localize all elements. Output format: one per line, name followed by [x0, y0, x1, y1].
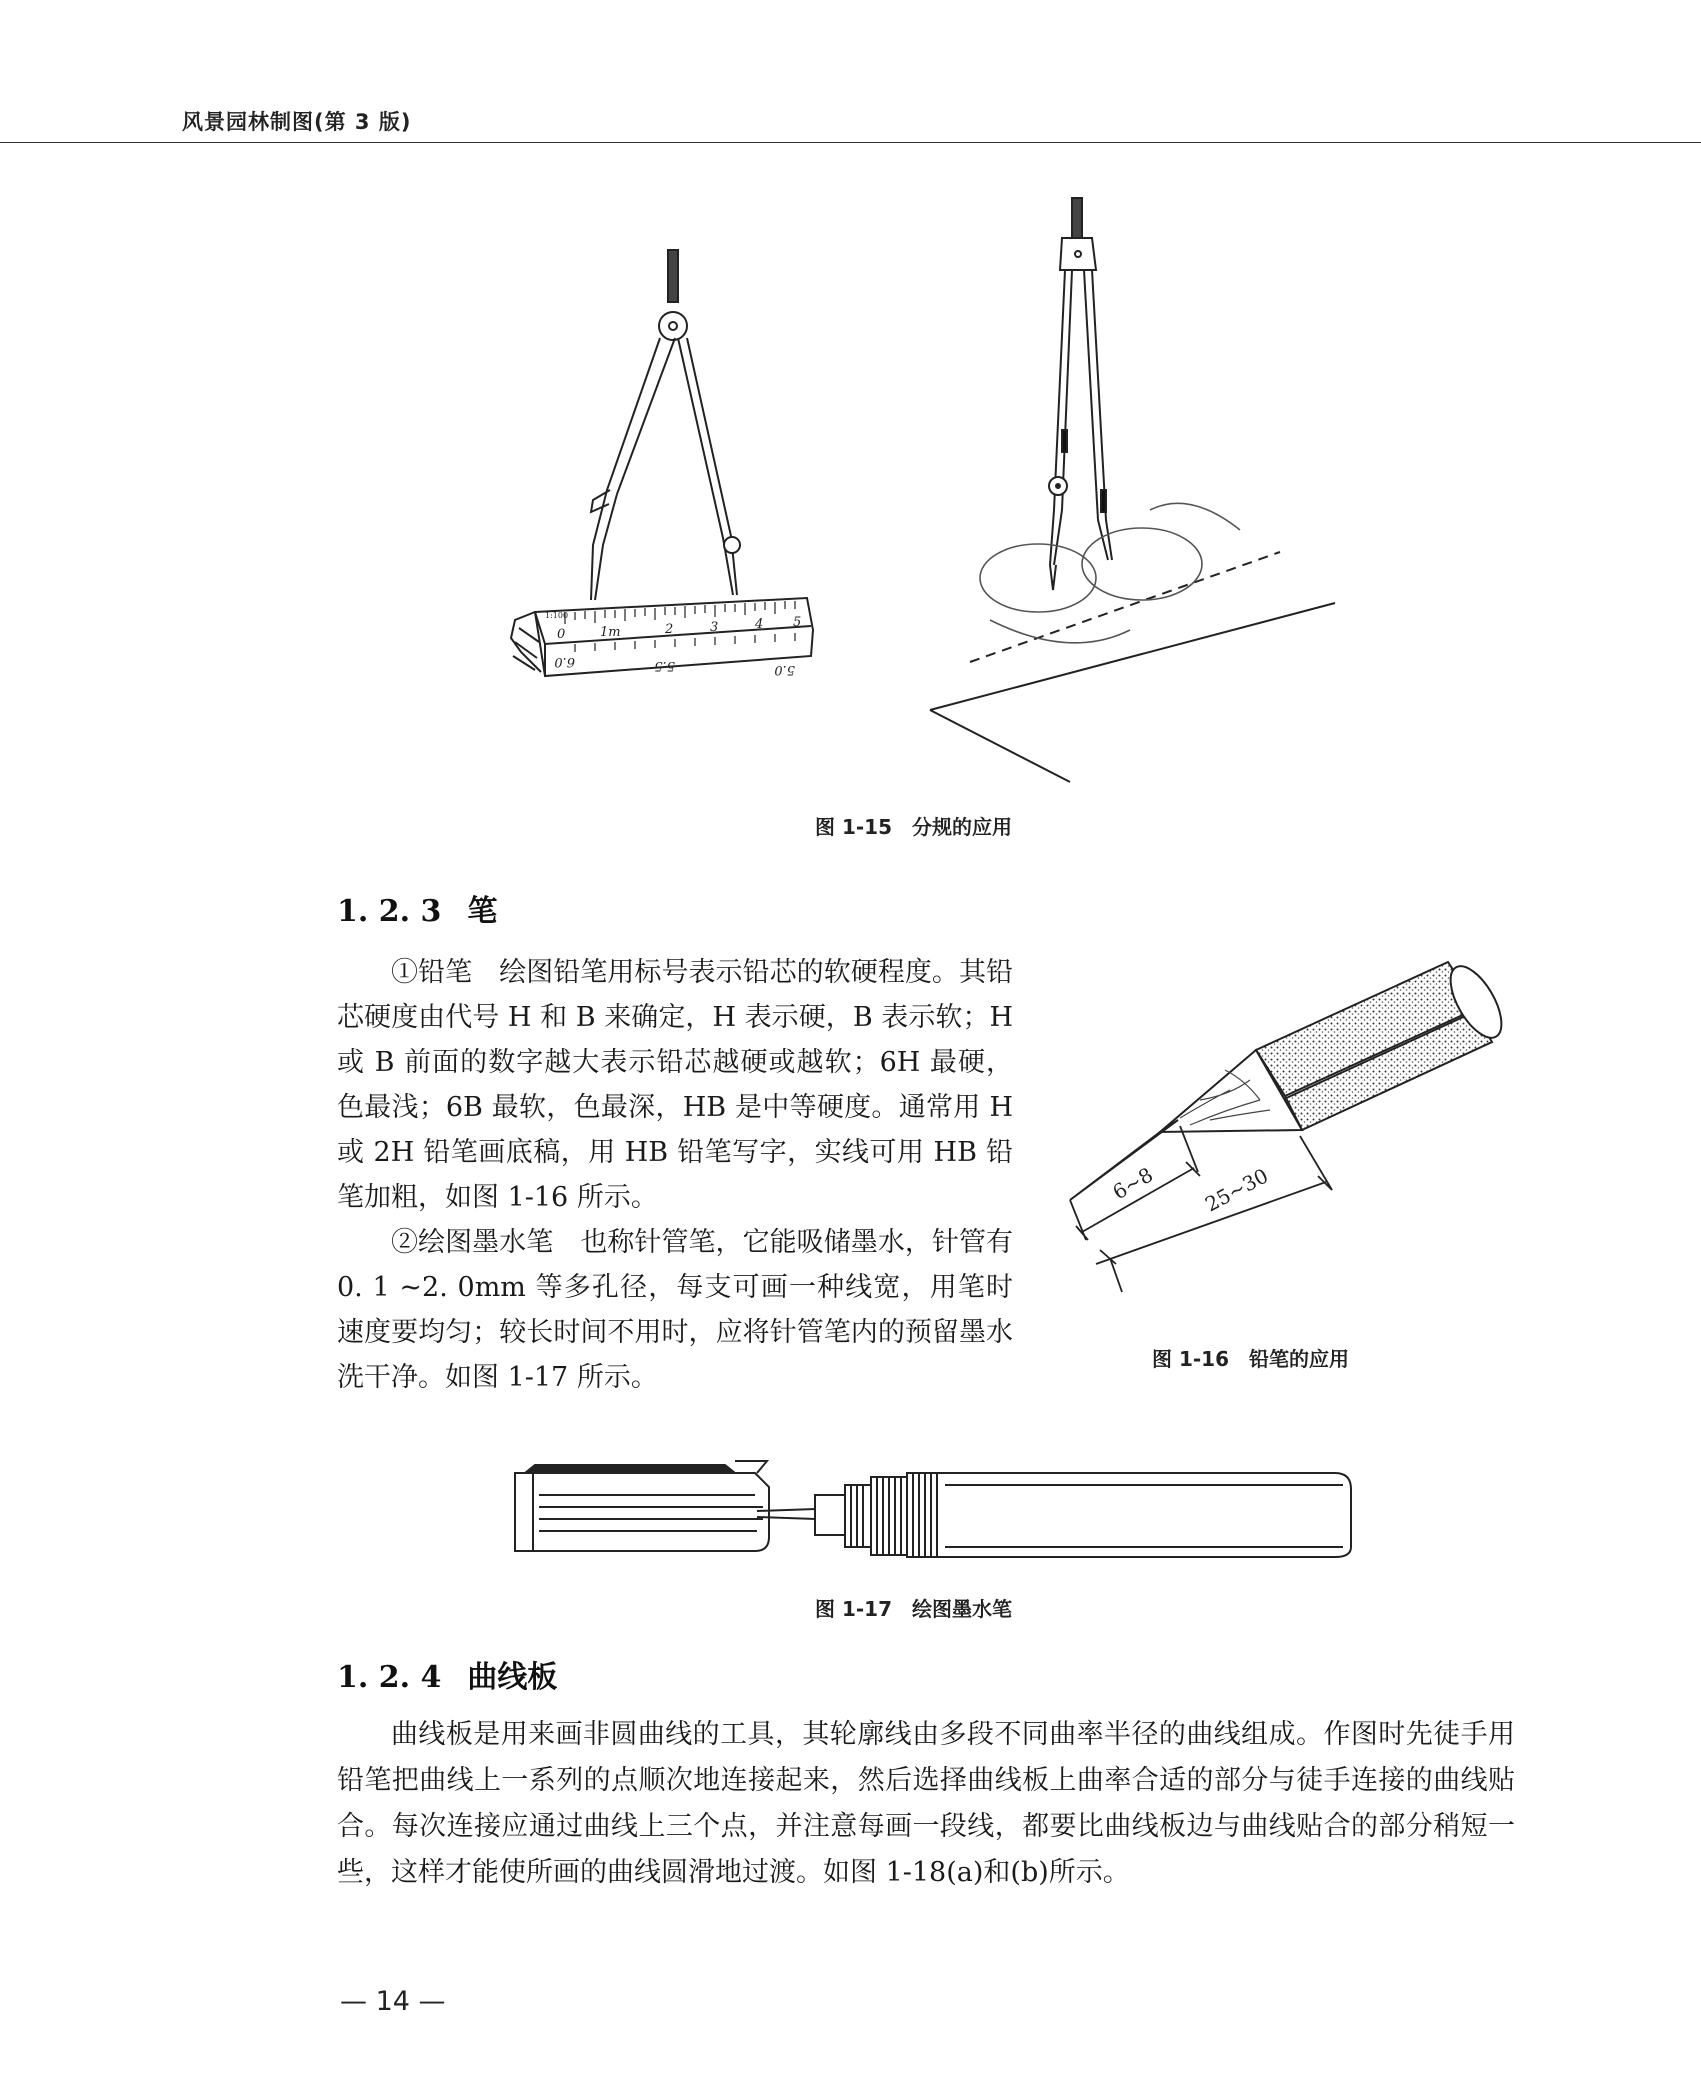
paragraph-french-curve: 曲线板是用来画非圆曲线的工具，其轮廓线由多段不同曲率半径的曲线组成。作图时先徒手用铅笔把曲线上一系列的点顺次地连接起来，然后选择曲线板上曲率合适的部分与徒手连接的曲线贴合。每次连接应通过曲线上三个点，并注意每画一段线，都要比曲线板边与曲线贴合的部分稍短一些，这样才能使所画的曲线圆滑地过渡。如图 1-18(a)和(b)所示。 — [337, 1719, 1515, 1888]
pen-tip-section — [815, 1495, 845, 1535]
figure-1-15-divider-on-scale — [505, 240, 845, 700]
divider-leg-left — [1050, 270, 1065, 565]
figure-1-16-pencil — [1060, 950, 1520, 1320]
ruler-mark-2: 2 — [665, 622, 674, 637]
arc-left — [980, 544, 1096, 612]
compass-leg-right — [678, 338, 733, 595]
ruler-mark-5: 5 — [793, 615, 802, 630]
dim-cone-label: 25~30 — [1201, 1163, 1273, 1217]
figure-1-17-ink-pen — [505, 1455, 1355, 1567]
section-number: 1. 2. 4 — [337, 1660, 442, 1695]
paragraph-ink-pen: ②绘图墨水笔 也称针管笔，它能吸储墨水，针管有 0. 1 ~2. 0mm 等多孔径，每支可画一种线宽，用笔时速度要均匀；较长时间不用时，应将针管笔内的预留墨水洗干净。如图 1-17 所示。 — [337, 1227, 1013, 1393]
ruler-mark-6-0: 6.0 — [554, 654, 575, 669]
pen-cap — [515, 1473, 769, 1551]
section-title: 笔 — [467, 894, 498, 929]
figure-1-15-caption: 图 1-15 分规的应用 — [815, 815, 1013, 839]
dashed-line — [970, 552, 1280, 662]
running-head: 风景园林制图(第 3 版) — [182, 110, 412, 134]
ruler-mark-4: 4 — [755, 617, 764, 632]
page-number: — 14 — — [340, 1986, 446, 2017]
ruler-mark-0: 0 — [557, 627, 566, 642]
paragraph-pencil: ①铅笔 绘图铅笔用标号表示铅芯的软硬程度。其铅芯硬度由代号 H 和 B 来确定，H 表示硬，B 表示软；H 或 B 前面的数字越大表示铅芯越硬或越软；6H 最硬，色最浅；6B 最软，色最深，HB 是中等硬度。通常用 H 或 2H 铅笔画底稿，用 HB 铅笔写字，实线可用 HB 铅笔加粗，如图 1-16 所示。 — [337, 957, 1013, 1213]
figure-1-17-caption: 图 1-17 绘图墨水笔 — [815, 1597, 1013, 1621]
compass-hinge — [659, 312, 687, 340]
section-title: 曲线板 — [467, 1660, 558, 1695]
ruler-mark-5-0: 5.0 — [774, 662, 795, 677]
compass-handle — [668, 250, 678, 302]
section-1-2-4-heading — [337, 1652, 557, 1696]
arc-right — [1082, 528, 1202, 600]
ruler-mark-3: 3 — [710, 620, 719, 635]
ruler-mark-1m: 1m — [600, 625, 621, 640]
ruler-scale-label: 1:100 — [545, 611, 569, 620]
divider-head — [1060, 238, 1096, 270]
divider-leg-right — [1084, 270, 1108, 560]
ruler-mark-5-5: 5.5 — [654, 658, 675, 673]
section-1-2-3-heading — [337, 886, 497, 930]
figure-1-16-caption: 图 1-16 铅笔的应用 — [1152, 1347, 1350, 1371]
dim-tip-label: 6~8 — [1108, 1162, 1158, 1205]
section-number: 1. 2. 3 — [337, 894, 442, 929]
header-rule — [0, 142, 1701, 143]
arc-large — [990, 620, 1130, 643]
figure-1-15-divider-arcs — [920, 190, 1360, 790]
divider-handle — [1072, 198, 1082, 238]
paper-sheet — [930, 603, 1335, 782]
